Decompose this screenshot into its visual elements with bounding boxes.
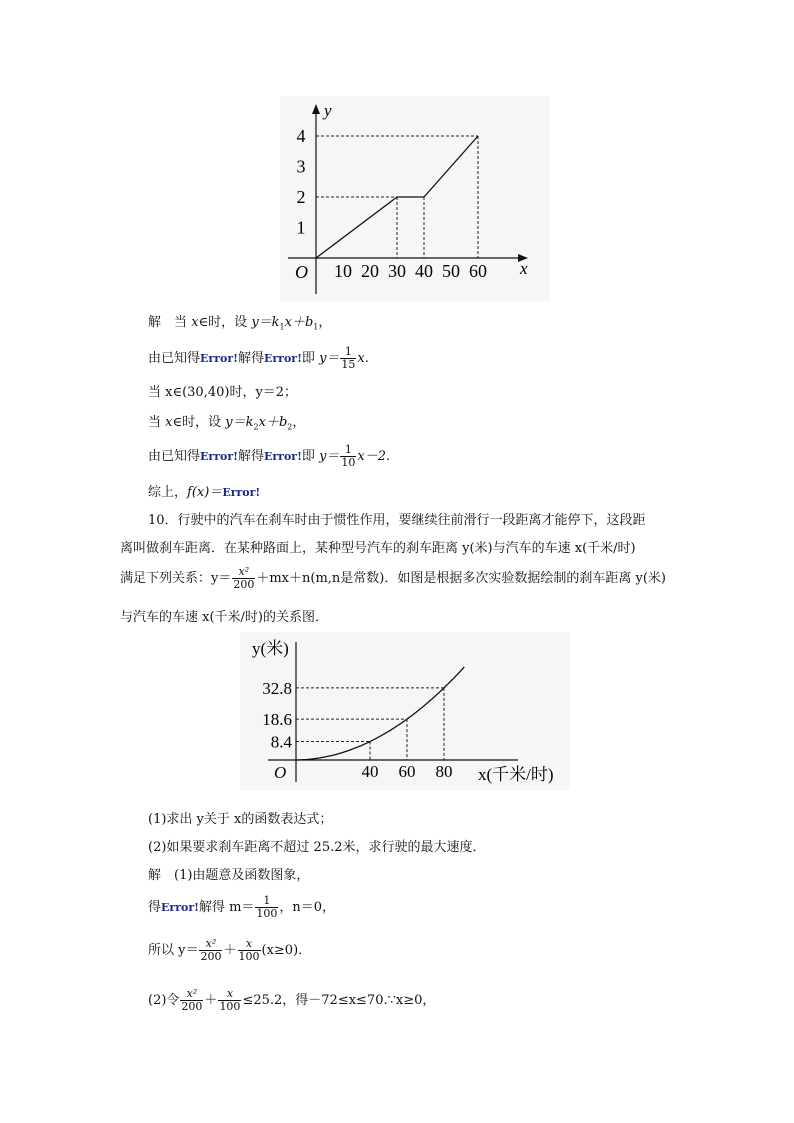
denominator: 100 <box>256 907 278 920</box>
equation: y＝ <box>319 351 340 366</box>
text-fragment: ＋mx＋n(m,n是常数)．如图是根据多次实验数据绘制的刹车距离 y(米) <box>256 571 666 586</box>
solution1-line4: 当 x∈时，设 $y=k_2x+b_2$， <box>148 415 306 432</box>
x-tick-label: 60 <box>398 762 416 781</box>
error-placeholder: Error! <box>222 486 261 499</box>
equation: x＋b <box>258 415 288 430</box>
fraction <box>238 938 261 963</box>
y-axis-label: y(米) <box>252 639 289 658</box>
equation: y＝k <box>251 315 280 330</box>
function-notation: f(x)＝ <box>187 485 223 500</box>
equation: y＝ <box>319 449 340 464</box>
equation: y＝k <box>225 415 254 430</box>
denominator: 100 <box>219 1000 241 1013</box>
text-fragment: 即 <box>301 351 315 366</box>
error-placeholder: Error! <box>200 450 238 463</box>
fraction <box>340 444 356 469</box>
denominator: 10 <box>341 456 356 469</box>
question-2: (2)如果要求刹车距离不超过 25.2米，求行驶的最大速度． <box>148 840 486 855</box>
solution2-line2 <box>148 895 335 920</box>
braking-distance-graph <box>240 632 570 790</box>
x-axis-label: x <box>520 259 528 278</box>
x-axis-label: x(千米/时) <box>478 765 554 784</box>
text-fragment: ， <box>292 415 306 430</box>
operator: ＋ <box>223 943 237 958</box>
text-fragment: ，n＝0， <box>279 900 336 915</box>
y-tick-label: 4 <box>296 126 306 146</box>
solution-label: 解 <box>148 315 162 330</box>
x-tick-label: 20 <box>361 261 379 281</box>
denominator: 15 <box>341 358 356 371</box>
numerator: x² <box>199 938 222 951</box>
question-1: (1)求出 y关于 x的函数表达式； <box>148 812 333 827</box>
variable-x: x <box>191 315 199 330</box>
text-fragment: 所以 y＝ <box>148 943 199 958</box>
origin-label: O <box>274 763 287 782</box>
x-tick-label: 60 <box>469 261 487 281</box>
equation: x. <box>357 351 369 366</box>
numerator: x² <box>180 988 203 1001</box>
numerator: 1 <box>340 444 356 457</box>
x-tick-label: 10 <box>334 261 352 281</box>
fraction <box>232 566 255 591</box>
text-fragment: 由已知得 <box>148 449 201 464</box>
x-tick-label: 80 <box>435 762 453 781</box>
fraction <box>199 938 222 963</box>
text-fragment: 时，设 <box>208 315 248 330</box>
fraction <box>255 895 278 920</box>
y-tick-label: 2 <box>296 187 306 207</box>
error-placeholder: Error! <box>161 901 199 914</box>
x-tick-label: 30 <box>388 261 406 281</box>
text-fragment: 综上， <box>148 485 188 500</box>
problem10-line2: 离叫做刹车距离．在某种路面上，某种型号汽车的刹车距离 y(米)与汽车的车速 x(千米/时) <box>120 541 636 556</box>
numerator: x <box>238 938 261 951</box>
numerator: x <box>218 988 241 1001</box>
denominator: 200 <box>200 950 222 963</box>
problem10-line3 <box>120 566 666 591</box>
solution1-line2 <box>148 346 369 371</box>
text-fragment: 解得 <box>237 351 264 366</box>
solution2-line1: 解 (1)由题意及函数图象， <box>148 868 310 883</box>
text-fragment: 时，设 <box>182 415 222 430</box>
equation: x＋b <box>284 315 314 330</box>
text-fragment: 当 <box>148 415 162 430</box>
y-axis-label: y <box>324 101 332 120</box>
error-placeholder: Error! <box>263 352 302 365</box>
error-placeholder: Error! <box>263 450 302 463</box>
numerator: 1 <box>340 346 356 359</box>
y-tick-label: 3 <box>296 156 306 177</box>
solution1-line5 <box>148 444 390 469</box>
piecewise-graph <box>280 96 550 301</box>
solution2-line4 <box>148 988 435 1013</box>
problem10-line4: 与汽车的车速 x(千米/时)的关系图． <box>120 610 328 625</box>
numerator: x² <box>232 566 255 579</box>
denominator: 200 <box>233 578 255 591</box>
text-fragment: 当 <box>174 315 188 330</box>
solution2-line3 <box>148 938 311 963</box>
x-tick-label: 40 <box>415 261 433 281</box>
numerator: 1 <box>255 895 278 908</box>
text-fragment: 得 <box>148 900 162 915</box>
x-tick-label: 50 <box>442 261 460 281</box>
fraction <box>218 988 241 1013</box>
origin-label: O <box>295 262 308 282</box>
variable-x: x <box>165 415 173 430</box>
x-tick-label: 40 <box>361 762 379 781</box>
y-tick-label: 8.4 <box>270 732 292 752</box>
subscript: 1 <box>279 322 285 332</box>
text-fragment: 解得 m＝ <box>198 900 255 915</box>
text-fragment: ≤25.2，得－72≤x≤70.∵x≥0， <box>242 993 436 1008</box>
text-fragment: 解得 <box>237 449 264 464</box>
operator: ＋ <box>204 993 218 1008</box>
subscript: 2 <box>287 422 293 432</box>
fraction <box>340 346 356 371</box>
y-tick-label: 32.8 <box>262 678 292 698</box>
text-fragment: 由已知得 <box>148 351 201 366</box>
denominator: 200 <box>181 1000 203 1013</box>
solution1-line6 <box>148 481 260 500</box>
fraction <box>180 988 203 1013</box>
text-fragment: ， <box>318 315 332 330</box>
text-fragment: 满足下列关系：y＝ <box>120 571 232 586</box>
equation: x－2. <box>357 449 391 464</box>
denominator: 100 <box>238 950 260 963</box>
text-fragment: 即 <box>301 449 315 464</box>
text-fragment: (x≥0)． <box>261 943 312 958</box>
solution1-line1: 解 当 x∈时，设 $y=k_1x+b_1$， <box>148 315 332 332</box>
error-placeholder: Error! <box>200 352 238 365</box>
y-tick-label: 1 <box>296 217 306 238</box>
subscript: 2 <box>253 422 259 432</box>
y-tick-label: 18.6 <box>262 710 292 730</box>
solution1-line3: 当 x∈(30,40)时，y＝2； <box>148 385 298 400</box>
subscript: 1 <box>313 322 319 332</box>
problem10-line1: 10．行驶中的汽车在刹车时由于惯性作用，要继续往前滑行一段距离才能停下，这段距 <box>148 513 646 528</box>
text-fragment: (2)令 <box>148 993 180 1008</box>
